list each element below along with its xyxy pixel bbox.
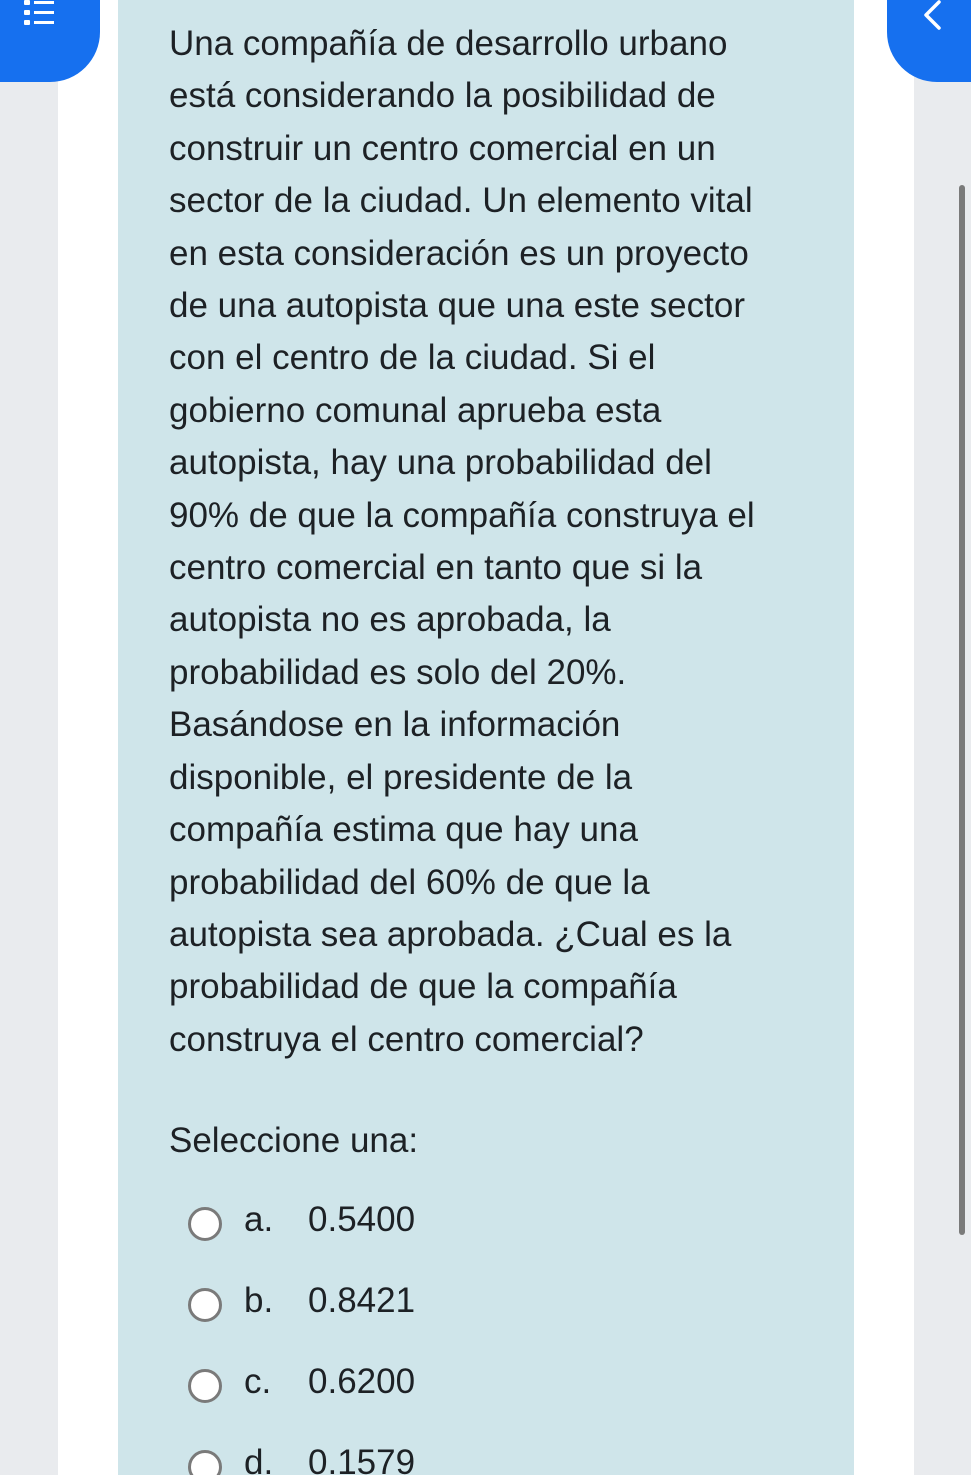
question-line: autopista, hay una probabilidad del xyxy=(169,443,712,483)
select-prompt: Seleccione una: xyxy=(169,1121,419,1160)
question-line: 90% de que la compañía construya el xyxy=(169,495,755,535)
question-line: disponible, el presidente de la xyxy=(169,757,633,797)
question-line: autopista sea aprobada. ¿Cual es la xyxy=(169,914,732,954)
question-line: probabilidad de que la compañía xyxy=(169,967,677,1007)
question-line: gobierno comunal aprueba esta xyxy=(169,390,662,430)
answer-value: 0.5400 xyxy=(308,1200,416,1239)
scrollbar[interactable] xyxy=(959,185,965,1235)
question-line: centro comercial en tanto que si la xyxy=(169,548,703,588)
question-line: probabilidad del 60% de que la xyxy=(169,862,650,902)
answer-value: 0.6200 xyxy=(308,1362,416,1401)
answer-option-c[interactable] xyxy=(188,1357,788,1438)
answer-letter: a. xyxy=(244,1200,274,1239)
question-line: sector de la ciudad. Un elemento vital xyxy=(169,181,753,221)
question-line: Basándose en la información xyxy=(169,705,621,745)
menu-list-icon xyxy=(24,0,54,28)
answer-letter: c. xyxy=(244,1362,272,1401)
question-line: construya el centro comercial? xyxy=(169,1019,644,1059)
answer-option-a[interactable] xyxy=(188,1195,788,1276)
question-line: autopista no es aprobada, la xyxy=(169,600,611,640)
answer-value: 0.1579 xyxy=(308,1443,416,1475)
question-line: probabilidad es solo del 20%. xyxy=(169,652,627,692)
answer-option-b[interactable] xyxy=(188,1276,788,1357)
question-line: de una autopista que una este sector xyxy=(169,286,745,326)
radio-button-d[interactable] xyxy=(188,1450,222,1475)
radio-button-a[interactable] xyxy=(188,1207,222,1241)
question-line: compañía estima que hay una xyxy=(169,810,638,850)
question-text xyxy=(169,18,809,1066)
question-line: con el centro de la ciudad. Si el xyxy=(169,338,656,378)
radio-button-b[interactable] xyxy=(188,1288,222,1322)
answer-list xyxy=(188,1195,788,1475)
answer-value: 0.8421 xyxy=(308,1281,416,1320)
question-line: en esta consideración es un proyecto xyxy=(169,233,749,273)
answer-letter: b. xyxy=(244,1281,274,1320)
question-line: Una compañía de desarrollo urbano xyxy=(169,24,728,63)
chevron-left-icon xyxy=(921,0,943,30)
question-line: construir un centro comercial en un xyxy=(169,128,716,168)
answer-option-d[interactable] xyxy=(188,1438,788,1475)
radio-button-c[interactable] xyxy=(188,1369,222,1403)
answer-letter: d. xyxy=(244,1443,274,1475)
question-line: está considerando la posibilidad de xyxy=(169,76,716,116)
